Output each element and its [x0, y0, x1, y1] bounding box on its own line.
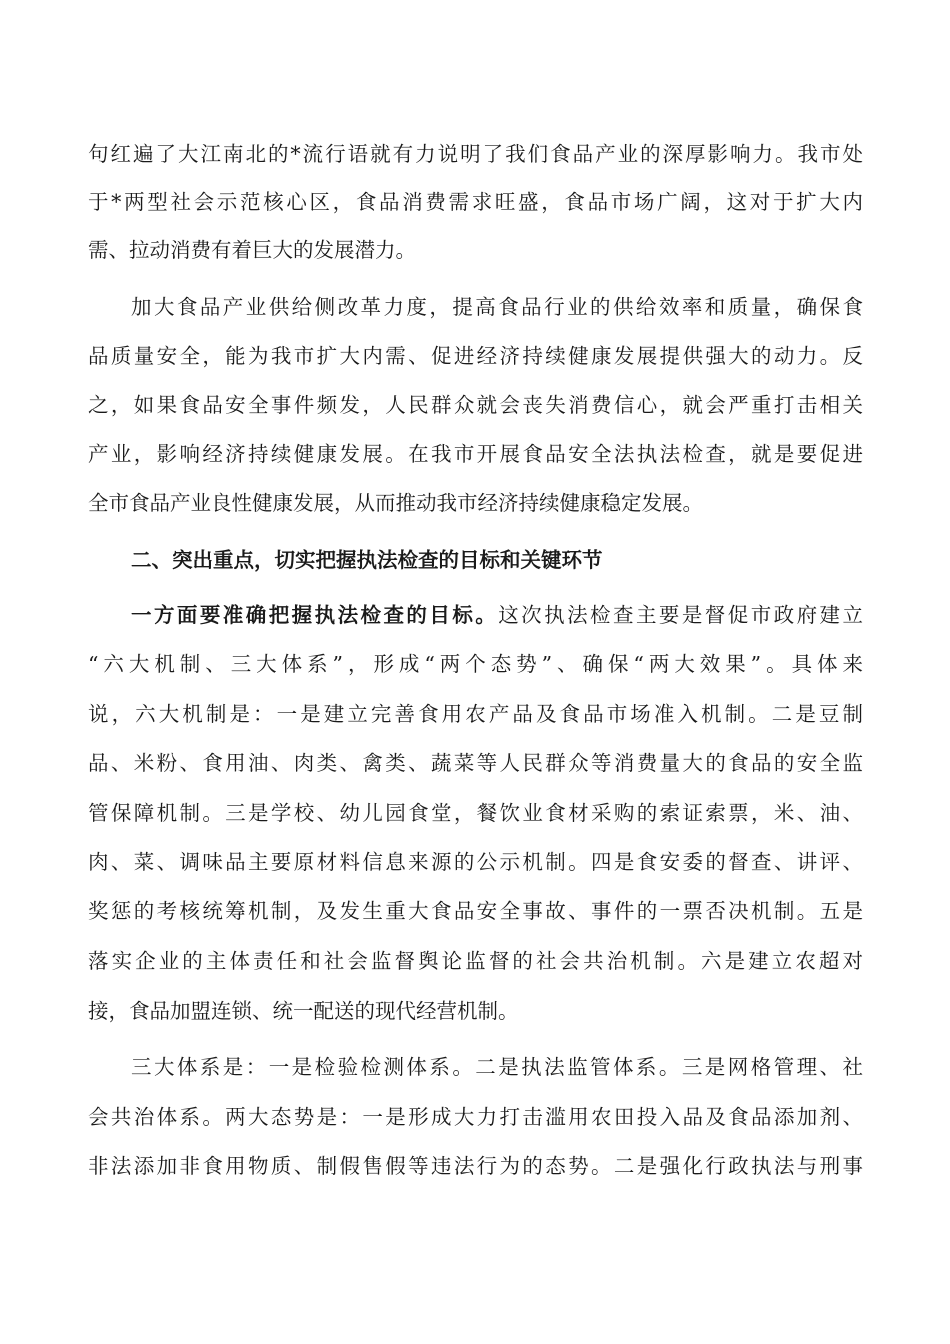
paragraph-line: 需、拉动消费有着巨大的发展潜力。 — [88, 238, 416, 262]
paragraph-line: “六大机制、三大体系”，形成“两个态势”、确保“两大效果”。具体来 — [88, 652, 863, 676]
paragraph-line: 之，如果食品安全事件频发，人民群众就会丧失消费信心，就会严重打击相关 — [88, 393, 863, 417]
paragraph-line: 奖惩的考核统筹机制，及发生重大食品安全事故、事件的一票否决机制。五是 — [88, 899, 863, 923]
paragraph-line: 品、米粉、食用油、肉类、禽类、蔬菜等人民群众等消费量大的食品的安全监 — [88, 751, 863, 775]
paragraph-line: 品质量安全，能为我市扩大内需、促进经济持续健康发展提供强大的动力。反 — [88, 344, 863, 368]
paragraph-line: 于*两型社会示范核心区，食品消费需求旺盛，食品市场广阔，这对于扩大内 — [88, 190, 863, 214]
paragraph-text: 这次执法检查主要是督促市政府建立 — [498, 603, 864, 627]
paragraph-line: 三大体系是：一是检验检测体系。二是执法监管体系。三是网格管理、社 — [131, 1055, 863, 1079]
paragraph-line — [131, 593, 863, 637]
paragraph-line: 会共治体系。两大态势是：一是形成大力打击滥用农田投入品及食品添加剂、 — [88, 1105, 863, 1129]
paragraph-line: 说，六大机制是：一是建立完善食用农产品及食品市场准入机制。二是豆制 — [88, 702, 863, 726]
paragraph-line: 句红遍了大江南北的*流行语就有力说明了我们食品产业的深厚影响力。我市处 — [88, 142, 863, 166]
paragraph-line: 管保障机制。三是学校、幼儿园食堂，餐饮业食材采购的索证索票，米、油、 — [88, 801, 863, 825]
section-heading: 二、突出重点，切实把握执法检查的目标和关键环节 — [131, 548, 603, 572]
paragraph-line: 肉、菜、调味品主要原材料信息来源的公示机制。四是食安委的督查、讲评、 — [88, 850, 863, 874]
lead-sentence: 一方面要准确把握执法检查的目标。 — [131, 603, 499, 627]
paragraph-line: 落实企业的主体责任和社会监督舆论监督的社会共治机制。六是建立农超对 — [88, 949, 863, 973]
paragraph-line: 全市食品产业良性健康发展，从而推动我市经济持续健康稳定发展。 — [88, 491, 703, 515]
paragraph-line: 加大食品产业供给侧改革力度，提高食品行业的供给效率和质量，确保食 — [131, 295, 863, 319]
paragraph-line: 接，食品加盟连锁、统一配送的现代经营机制。 — [88, 999, 519, 1023]
paragraph-line: 产业，影响经济持续健康发展。在我市开展食品安全法执法检查，就是要促进 — [88, 442, 863, 466]
paragraph-line: 非法添加非食用物质、制假售假等违法行为的态势。二是强化行政执法与刑事 — [88, 1154, 863, 1178]
